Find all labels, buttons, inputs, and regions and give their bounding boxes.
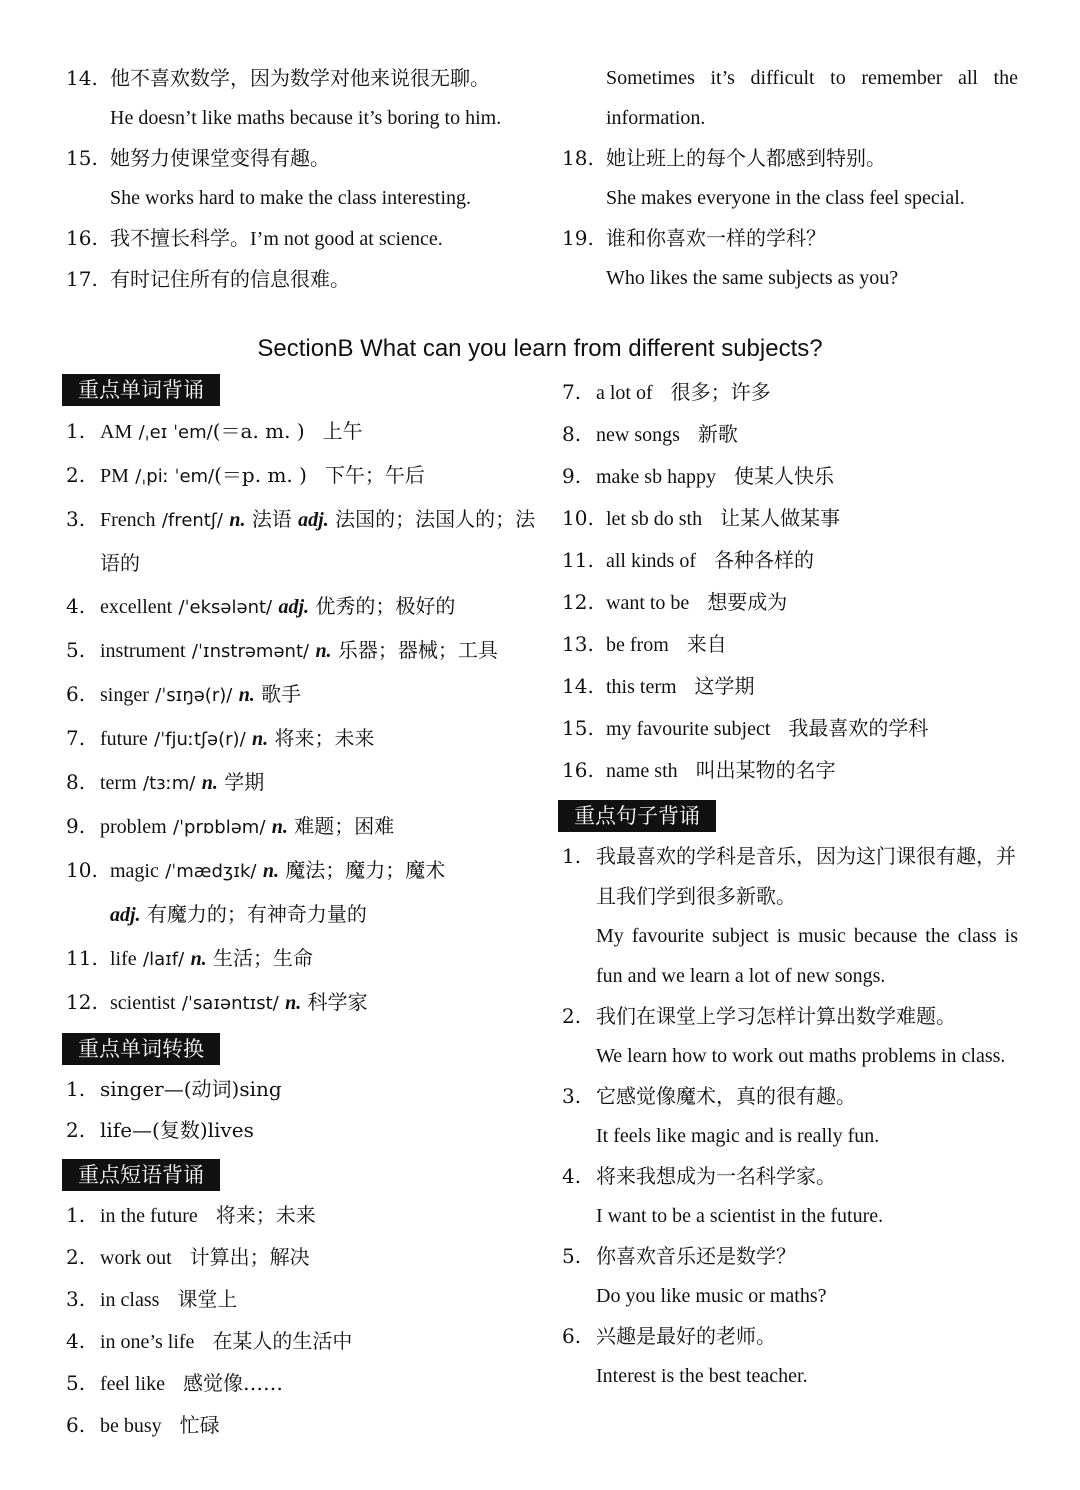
- item-number: 17.: [66, 267, 98, 291]
- list-item: [66, 218, 536, 259]
- chinese-sentence: 我最喜欢的学科是音乐，因为这门课很有趣，并且我们学到很多新歌。: [596, 844, 1016, 908]
- word: magic: [110, 860, 159, 882]
- word-list: [66, 410, 536, 1025]
- phrase-item: [66, 1279, 536, 1321]
- item-number: 12.: [66, 990, 98, 1014]
- phrase-english: let sb do sth: [606, 508, 703, 530]
- word: term: [100, 772, 137, 794]
- english-sentence: I want to be a scientist in the future.: [596, 1205, 884, 1227]
- meaning: 下午；午后: [324, 463, 425, 487]
- part-of-speech: n.: [229, 509, 246, 531]
- item-number: 2.: [66, 1245, 86, 1269]
- phrase-chinese: 让某人做某事: [720, 506, 841, 530]
- item-number: 1.: [66, 1077, 86, 1101]
- phrase-chinese: 我最喜欢的学科: [788, 716, 929, 740]
- chinese-sentence: 我们在课堂上学习怎样计算出数学难题。: [596, 1004, 956, 1028]
- word: life: [110, 948, 137, 970]
- phrase-item: [562, 498, 1018, 540]
- word-item: [66, 805, 536, 849]
- item-number: 3.: [562, 1084, 582, 1108]
- sentence-item: [562, 1156, 1018, 1236]
- word: excellent: [100, 596, 173, 618]
- chinese-sentence: 她努力使课堂变得有趣。: [110, 146, 330, 170]
- word-note: (＝a. m. ): [212, 419, 305, 443]
- word-item: [66, 761, 536, 805]
- meaning: 乐器；器械；工具: [337, 638, 498, 662]
- word: singer: [100, 684, 149, 706]
- item-number: 5.: [66, 1371, 86, 1395]
- word-item: [66, 410, 536, 454]
- part-of-speech: adj.: [298, 509, 329, 531]
- item-number: 19.: [562, 226, 594, 250]
- phonetic: /ˈsɪŋə(r)/: [155, 685, 233, 706]
- item-number: 3.: [66, 1287, 86, 1311]
- part-of-speech: n.: [315, 640, 332, 662]
- word: future: [100, 728, 148, 750]
- english-sentence: I’m not good at science.: [250, 228, 443, 250]
- right-column: [562, 372, 1018, 1402]
- word: French: [100, 509, 156, 531]
- english-sentence: We learn how to work out maths problems in class.: [596, 1045, 1006, 1067]
- item-number: 8.: [562, 422, 582, 446]
- phonetic: /ˈeksələnt/: [178, 597, 273, 618]
- item-number: 2.: [66, 1118, 86, 1142]
- heading-word-conversion: 重点单词转换: [62, 1033, 220, 1065]
- phrase-item: [562, 708, 1018, 750]
- sentence-item: [562, 836, 1018, 996]
- phrase-item: [562, 750, 1018, 792]
- english-sentence: Who likes the same subjects as you?: [606, 267, 899, 289]
- item-number: 4.: [66, 594, 86, 618]
- meaning: 魔法；魔力；魔术: [285, 858, 446, 882]
- item-number: 2.: [66, 463, 86, 487]
- part-of-speech: n.: [271, 816, 288, 838]
- item-number: 5.: [562, 1244, 582, 1268]
- phrase-list-right: [562, 372, 1018, 792]
- phrase-item: [66, 1321, 536, 1363]
- chinese-sentence: 他不喜欢数学，因为数学对他来说很无聊。: [110, 66, 490, 90]
- phrase-chinese: 课堂上: [177, 1287, 238, 1311]
- english-sentence: She works hard to make the class interesting.: [110, 187, 472, 209]
- phrase-item: [562, 456, 1018, 498]
- phonetic: /ˈprɒbləm/: [173, 817, 266, 838]
- word-item: [66, 981, 536, 1025]
- phrase-english: all kinds of: [606, 550, 696, 572]
- phrase-chinese: 很多；许多: [670, 380, 771, 404]
- word-item: [66, 629, 536, 673]
- top-left-sentences: [66, 58, 536, 299]
- phrase-english: this term: [606, 676, 677, 698]
- english-sentence: Sometimes it’s difficult to remember all the information.: [606, 67, 1018, 129]
- phrase-chinese: 想要成为: [707, 590, 788, 614]
- phonetic: /frentʃ/: [161, 510, 223, 531]
- heading-key-words: 重点单词背诵: [62, 374, 220, 406]
- meaning: 歌手: [261, 682, 302, 706]
- item-number: 2.: [562, 1004, 582, 1028]
- word: instrument: [100, 640, 186, 662]
- item-number: 4.: [562, 1164, 582, 1188]
- word-item: [66, 717, 536, 761]
- meaning: 难题；困难: [294, 814, 395, 838]
- phrase-item: [66, 1195, 536, 1237]
- item-number: 6.: [66, 1413, 86, 1437]
- phrase-english: be busy: [100, 1415, 162, 1437]
- item-number: 11.: [562, 548, 594, 572]
- phrase-english: want to be: [606, 592, 690, 614]
- word: AM: [100, 421, 133, 443]
- list-item: [66, 138, 536, 218]
- english-sentence: Interest is the best teacher.: [596, 1365, 808, 1387]
- phonetic: /ˈfjuːtʃə(r)/: [154, 729, 246, 750]
- item-number: 1.: [562, 844, 582, 868]
- part-of-speech: n.: [201, 772, 218, 794]
- phonetic: /ˈsaɪəntɪst/: [181, 993, 279, 1014]
- part-of-speech: n.: [252, 728, 269, 750]
- chinese-sentence: 她让班上的每个人都感到特别。: [606, 146, 886, 170]
- meaning: 法语: [251, 507, 292, 531]
- phrase-chinese: 来自: [686, 632, 727, 656]
- english-sentence: It feels like magic and is really fun.: [596, 1125, 880, 1147]
- item-number: 18.: [562, 146, 594, 170]
- list-item: [66, 58, 536, 138]
- phrase-chinese: 新歌: [697, 422, 738, 446]
- sentence-list: [562, 836, 1018, 1396]
- english-sentence: Do you like music or maths?: [596, 1285, 827, 1307]
- phonetic: /ˌpiː ˈem/: [135, 466, 215, 487]
- chinese-sentence: 有时记住所有的信息很难。: [110, 267, 350, 291]
- phrase-english: in class: [100, 1289, 160, 1311]
- chinese-sentence: 将来我想成为一名科学家。: [596, 1164, 836, 1188]
- word-item: [66, 498, 536, 585]
- phrase-chinese: 计算出；解决: [189, 1245, 310, 1269]
- meaning: 将来；未来: [274, 726, 375, 750]
- chinese-sentence: 它感觉像魔术，真的很有趣。: [596, 1084, 856, 1108]
- item-number: 7.: [562, 380, 582, 404]
- phrase-english: a lot of: [596, 382, 653, 404]
- part-of-speech: adj.: [278, 596, 310, 618]
- heading-key-sentences: 重点句子背诵: [558, 800, 716, 832]
- phrase-english: in one’s life: [100, 1331, 195, 1353]
- word: PM: [100, 465, 129, 487]
- meaning: 生活；生命: [213, 946, 314, 970]
- phrase-chinese: 各种各样的: [714, 548, 814, 572]
- item-number: 1.: [66, 1203, 86, 1227]
- phrase-chinese: 叫出某物的名字: [695, 758, 836, 782]
- item-number: 8.: [66, 770, 86, 794]
- item-number: 9.: [562, 464, 582, 488]
- item-number: 9.: [66, 814, 86, 838]
- item-number: 7.: [66, 726, 86, 750]
- phrase-english: be from: [606, 634, 669, 656]
- item-number: 15.: [66, 146, 98, 170]
- word-item: [66, 849, 536, 937]
- phrase-chinese: 感觉像……: [182, 1371, 283, 1395]
- chinese-sentence: 谁和你喜欢一样的学科？: [606, 226, 826, 250]
- word-item: [66, 937, 536, 981]
- meaning: 科学家: [307, 990, 368, 1014]
- phrase-english: make sb happy: [596, 466, 716, 488]
- phonetic: /tɜːm/: [143, 773, 196, 794]
- meaning: 有魔力的；有神奇力量的: [146, 902, 367, 926]
- part-of-speech: n.: [285, 992, 302, 1014]
- item-number: 3.: [66, 507, 86, 531]
- phrase-english: in the future: [100, 1205, 198, 1227]
- phonetic: /ˈmædʒɪk/: [165, 861, 257, 882]
- item-number: 1.: [66, 419, 86, 443]
- conversion-text: singer—(动词)sing: [100, 1077, 282, 1101]
- conversion-list: [66, 1069, 536, 1151]
- word-item: [66, 454, 536, 498]
- english-sentence: She makes everyone in the class feel special.: [606, 187, 965, 209]
- part-of-speech: n.: [238, 684, 255, 706]
- sentence-item: [562, 1236, 1018, 1316]
- item-number: 5.: [66, 638, 86, 662]
- phrase-chinese: 使某人快乐: [733, 464, 834, 488]
- phrase-item: [562, 372, 1018, 414]
- list-item-continuation: [562, 58, 1018, 138]
- phrase-item: [562, 624, 1018, 666]
- phrase-english: name sth: [606, 760, 678, 782]
- item-number: 10.: [562, 506, 594, 530]
- list-item: [562, 218, 1018, 298]
- word-item: [66, 673, 536, 717]
- item-number: 16.: [562, 758, 594, 782]
- phrase-english: my favourite subject: [606, 718, 771, 740]
- phrase-chinese: 在某人的生活中: [212, 1329, 353, 1353]
- section-title: SectionB What can you learn from different subjects?: [257, 335, 823, 362]
- phonetic: /laɪf/: [143, 949, 185, 970]
- item-number: 14.: [66, 66, 98, 90]
- phrase-chinese: 忙碌: [179, 1413, 220, 1437]
- item-number: 15.: [562, 716, 594, 740]
- phrase-item: [562, 414, 1018, 456]
- english-sentence: My favourite subject is music because the class is fun and we learn a lot of new songs.: [596, 925, 1018, 987]
- meaning: 学期: [224, 770, 265, 794]
- meaning: 优秀的；极好的: [315, 594, 456, 618]
- sentence-item: [562, 1076, 1018, 1156]
- phrase-english: new songs: [596, 424, 680, 446]
- conversion-text: life—(复数)lives: [100, 1118, 254, 1142]
- item-number: 14.: [562, 674, 594, 698]
- conversion-item: [66, 1069, 536, 1110]
- part-of-speech: adj.: [110, 904, 141, 926]
- chinese-sentence: 我不擅长科学。: [110, 226, 250, 250]
- phrase-item: [66, 1363, 536, 1405]
- top-right-sentences: [562, 58, 1018, 298]
- item-number: 16.: [66, 226, 98, 250]
- phonetic: /ˈɪnstrəmənt/: [191, 641, 310, 662]
- item-number: 13.: [562, 632, 594, 656]
- conversion-item: [66, 1110, 536, 1151]
- phrase-chinese: 这学期: [694, 674, 755, 698]
- item-number: 11.: [66, 946, 98, 970]
- item-number: 12.: [562, 590, 594, 614]
- item-number: 6.: [66, 682, 86, 706]
- part-of-speech: n.: [190, 948, 207, 970]
- part-of-speech: n.: [262, 860, 279, 882]
- sentence-item: [562, 1316, 1018, 1396]
- left-column: [66, 372, 536, 1453]
- word: scientist: [110, 992, 176, 1014]
- phrase-item: [66, 1237, 536, 1279]
- item-number: 10.: [66, 858, 98, 882]
- phrase-list-left: [66, 1195, 536, 1447]
- sentence-item: [562, 996, 1018, 1076]
- phrase-chinese: 将来；未来: [215, 1203, 316, 1227]
- phrase-item: [562, 540, 1018, 582]
- chinese-sentence: 兴趣是最好的老师。: [596, 1324, 776, 1348]
- item-number: 6.: [562, 1324, 582, 1348]
- list-item: [562, 138, 1018, 218]
- word-item: [66, 585, 536, 629]
- item-number: 4.: [66, 1329, 86, 1353]
- heading-key-phrases: 重点短语背诵: [62, 1159, 220, 1191]
- word: problem: [100, 816, 167, 838]
- english-sentence: He doesn’t like maths because it’s boring to him.: [110, 107, 502, 129]
- word-note: (＝p. m. ): [214, 463, 307, 487]
- phrase-english: work out: [100, 1247, 172, 1269]
- meaning: 法国的；法国人的；法语的: [100, 507, 536, 575]
- chinese-sentence: 你喜欢音乐还是数学？: [596, 1244, 796, 1268]
- phonetic: /ˌeɪ ˈem/: [138, 422, 213, 443]
- phrase-item: [562, 666, 1018, 708]
- meaning: 上午: [322, 419, 363, 443]
- phrase-item: [66, 1405, 536, 1447]
- phrase-english: feel like: [100, 1373, 165, 1395]
- list-item: [66, 259, 536, 299]
- phrase-item: [562, 582, 1018, 624]
